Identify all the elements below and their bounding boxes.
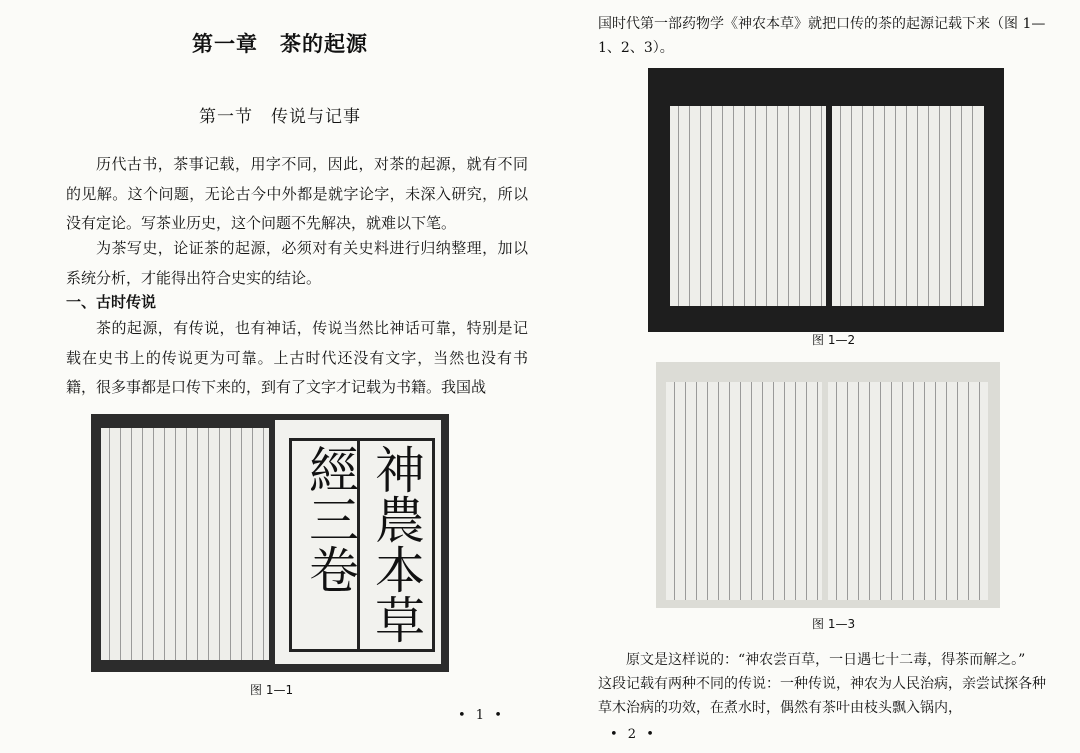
scan-column-rule bbox=[869, 382, 870, 600]
scan-column-rule bbox=[880, 382, 881, 600]
scan-column-rule bbox=[924, 382, 925, 600]
scan-column-rule bbox=[773, 382, 774, 600]
scan-column-rule bbox=[729, 382, 730, 600]
scan-column-rule bbox=[685, 382, 686, 600]
scan-column-rule bbox=[744, 106, 745, 306]
scan-column-rule bbox=[777, 106, 778, 306]
right-page-bottom-text bbox=[598, 648, 1046, 720]
scan-column-rule bbox=[678, 106, 679, 306]
scan-column-rule bbox=[795, 382, 796, 600]
scan-column-rule bbox=[891, 382, 892, 600]
scan-column-rule bbox=[806, 382, 807, 600]
figure-1-2-left-page bbox=[670, 106, 826, 306]
figure-1-2-right-page bbox=[832, 106, 984, 306]
scan-column-rule bbox=[186, 428, 187, 660]
scan-column-rule bbox=[935, 382, 936, 600]
right-page-top-text: 国时代第一部药物学《神农本草》就把口传的茶的起源记载下来（图 1—1、2、3）。 bbox=[598, 16, 1046, 56]
figure-1-3-image bbox=[656, 362, 1000, 608]
scan-column-rule bbox=[821, 106, 822, 306]
scan-column-rule bbox=[700, 106, 701, 306]
scan-column-rule bbox=[718, 382, 719, 600]
scan-column-rule bbox=[208, 428, 209, 660]
scan-column-rule bbox=[851, 106, 852, 306]
scan-column-rule bbox=[858, 382, 859, 600]
quote-line: 原文是这样说的：“神农尝百草，一日遇七十二毒，得茶而解之。” bbox=[626, 652, 1026, 668]
page-number-2: • 2 • bbox=[610, 727, 657, 742]
figure-1-1-caption: 图 1—1 bbox=[250, 683, 294, 697]
scan-column-rule bbox=[968, 382, 969, 600]
scan-column-rule bbox=[836, 382, 837, 600]
section-title: 第一节 传说与记事 bbox=[199, 107, 361, 127]
figure-1-1-cover-page bbox=[275, 420, 441, 664]
scan-column-rule bbox=[895, 106, 896, 306]
scan-column-rule bbox=[689, 106, 690, 306]
scan-column-rule bbox=[946, 382, 947, 600]
scan-column-rule bbox=[961, 106, 962, 306]
figure-1-3-left-page bbox=[666, 382, 822, 600]
scan-column-rule bbox=[707, 382, 708, 600]
scan-column-rule bbox=[784, 382, 785, 600]
scan-column-rule bbox=[733, 106, 734, 306]
scan-column-rule bbox=[109, 428, 110, 660]
figure-1-2-image bbox=[648, 68, 1004, 332]
scan-column-rule bbox=[142, 428, 143, 660]
scan-column-rule bbox=[766, 106, 767, 306]
scan-column-rule bbox=[799, 106, 800, 306]
scan-column-rule bbox=[957, 382, 958, 600]
scan-column-rule bbox=[153, 428, 154, 660]
scan-column-rule bbox=[817, 382, 818, 600]
scan-column-rule bbox=[696, 382, 697, 600]
scan-column-rule bbox=[120, 428, 121, 660]
paragraph-1: 历代古书，茶事记载，用字不同，因此，对茶的起源，就有不同的见解。这个问题，无论古今中外都是就字论字，未深入研究，所以没有定论。写茶业历史，这个问题不先解决，就难以下笔。 bbox=[66, 155, 528, 232]
scan-column-rule bbox=[164, 428, 165, 660]
scan-column-rule bbox=[928, 106, 929, 306]
scan-column-rule bbox=[950, 106, 951, 306]
paragraph-2: 为茶写史，论证茶的起源，必须对有关史料进行归纳整理，加以系统分析，才能得出符合史实的结论。 bbox=[66, 239, 528, 287]
scan-column-rule bbox=[740, 382, 741, 600]
scan-column-rule bbox=[902, 382, 903, 600]
page-number-1: • 1 • bbox=[458, 708, 505, 723]
scan-column-rule bbox=[788, 106, 789, 306]
scan-column-rule bbox=[972, 106, 973, 306]
figure-1-2-caption: 图 1—2 bbox=[812, 333, 856, 347]
scan-column-rule bbox=[197, 428, 198, 660]
scan-column-rule bbox=[674, 382, 675, 600]
paragraph-3: 茶的起源，有传说，也有神话，传说当然比神话可靠，特别是记载在史书上的传说更为可靠。上古时代还没有文字，当然也没有书籍，很多事都是口传下来的，到有了文字才记载为书籍。我国战 bbox=[66, 319, 528, 396]
scan-column-rule bbox=[847, 382, 848, 600]
scan-column-rule bbox=[175, 428, 176, 660]
seal-script-title: 神農本草經三卷 bbox=[301, 444, 425, 644]
scan-column-rule bbox=[884, 106, 885, 306]
scan-column-rule bbox=[762, 382, 763, 600]
scan-column-rule bbox=[755, 106, 756, 306]
figure-1-1-image bbox=[91, 414, 449, 672]
scan-column-rule bbox=[722, 106, 723, 306]
scan-column-rule bbox=[241, 428, 242, 660]
scan-column-rule bbox=[263, 428, 264, 660]
scan-column-rule bbox=[131, 428, 132, 660]
scan-column-rule bbox=[810, 106, 811, 306]
figure-1-1-text-page bbox=[101, 428, 269, 660]
chapter-title: 第一章 茶的起源 bbox=[192, 32, 368, 56]
scan-column-rule bbox=[906, 106, 907, 306]
scan-column-rule bbox=[219, 428, 220, 660]
subheading-ancient-legends: 一、古时传说 bbox=[66, 293, 157, 311]
figure-1-3-right-page bbox=[828, 382, 988, 600]
scan-column-rule bbox=[711, 106, 712, 306]
scan-column-rule bbox=[862, 106, 863, 306]
scan-column-rule bbox=[939, 106, 940, 306]
scan-column-rule bbox=[751, 382, 752, 600]
scan-column-rule bbox=[252, 428, 253, 660]
figure-1-3-caption: 图 1—3 bbox=[812, 617, 856, 631]
scan-column-rule bbox=[873, 106, 874, 306]
scan-column-rule bbox=[979, 382, 980, 600]
scan-column-rule bbox=[913, 382, 914, 600]
scan-column-rule bbox=[840, 106, 841, 306]
scan-column-rule bbox=[917, 106, 918, 306]
explanation-text: 这段记载有两种不同的传说：一种传说，神农为人民治病，亲尝试探各种草木治病的功效，在煮水时，偶然有茶叶由枝头飘入锅内， bbox=[598, 676, 1046, 716]
scan-column-rule bbox=[230, 428, 231, 660]
